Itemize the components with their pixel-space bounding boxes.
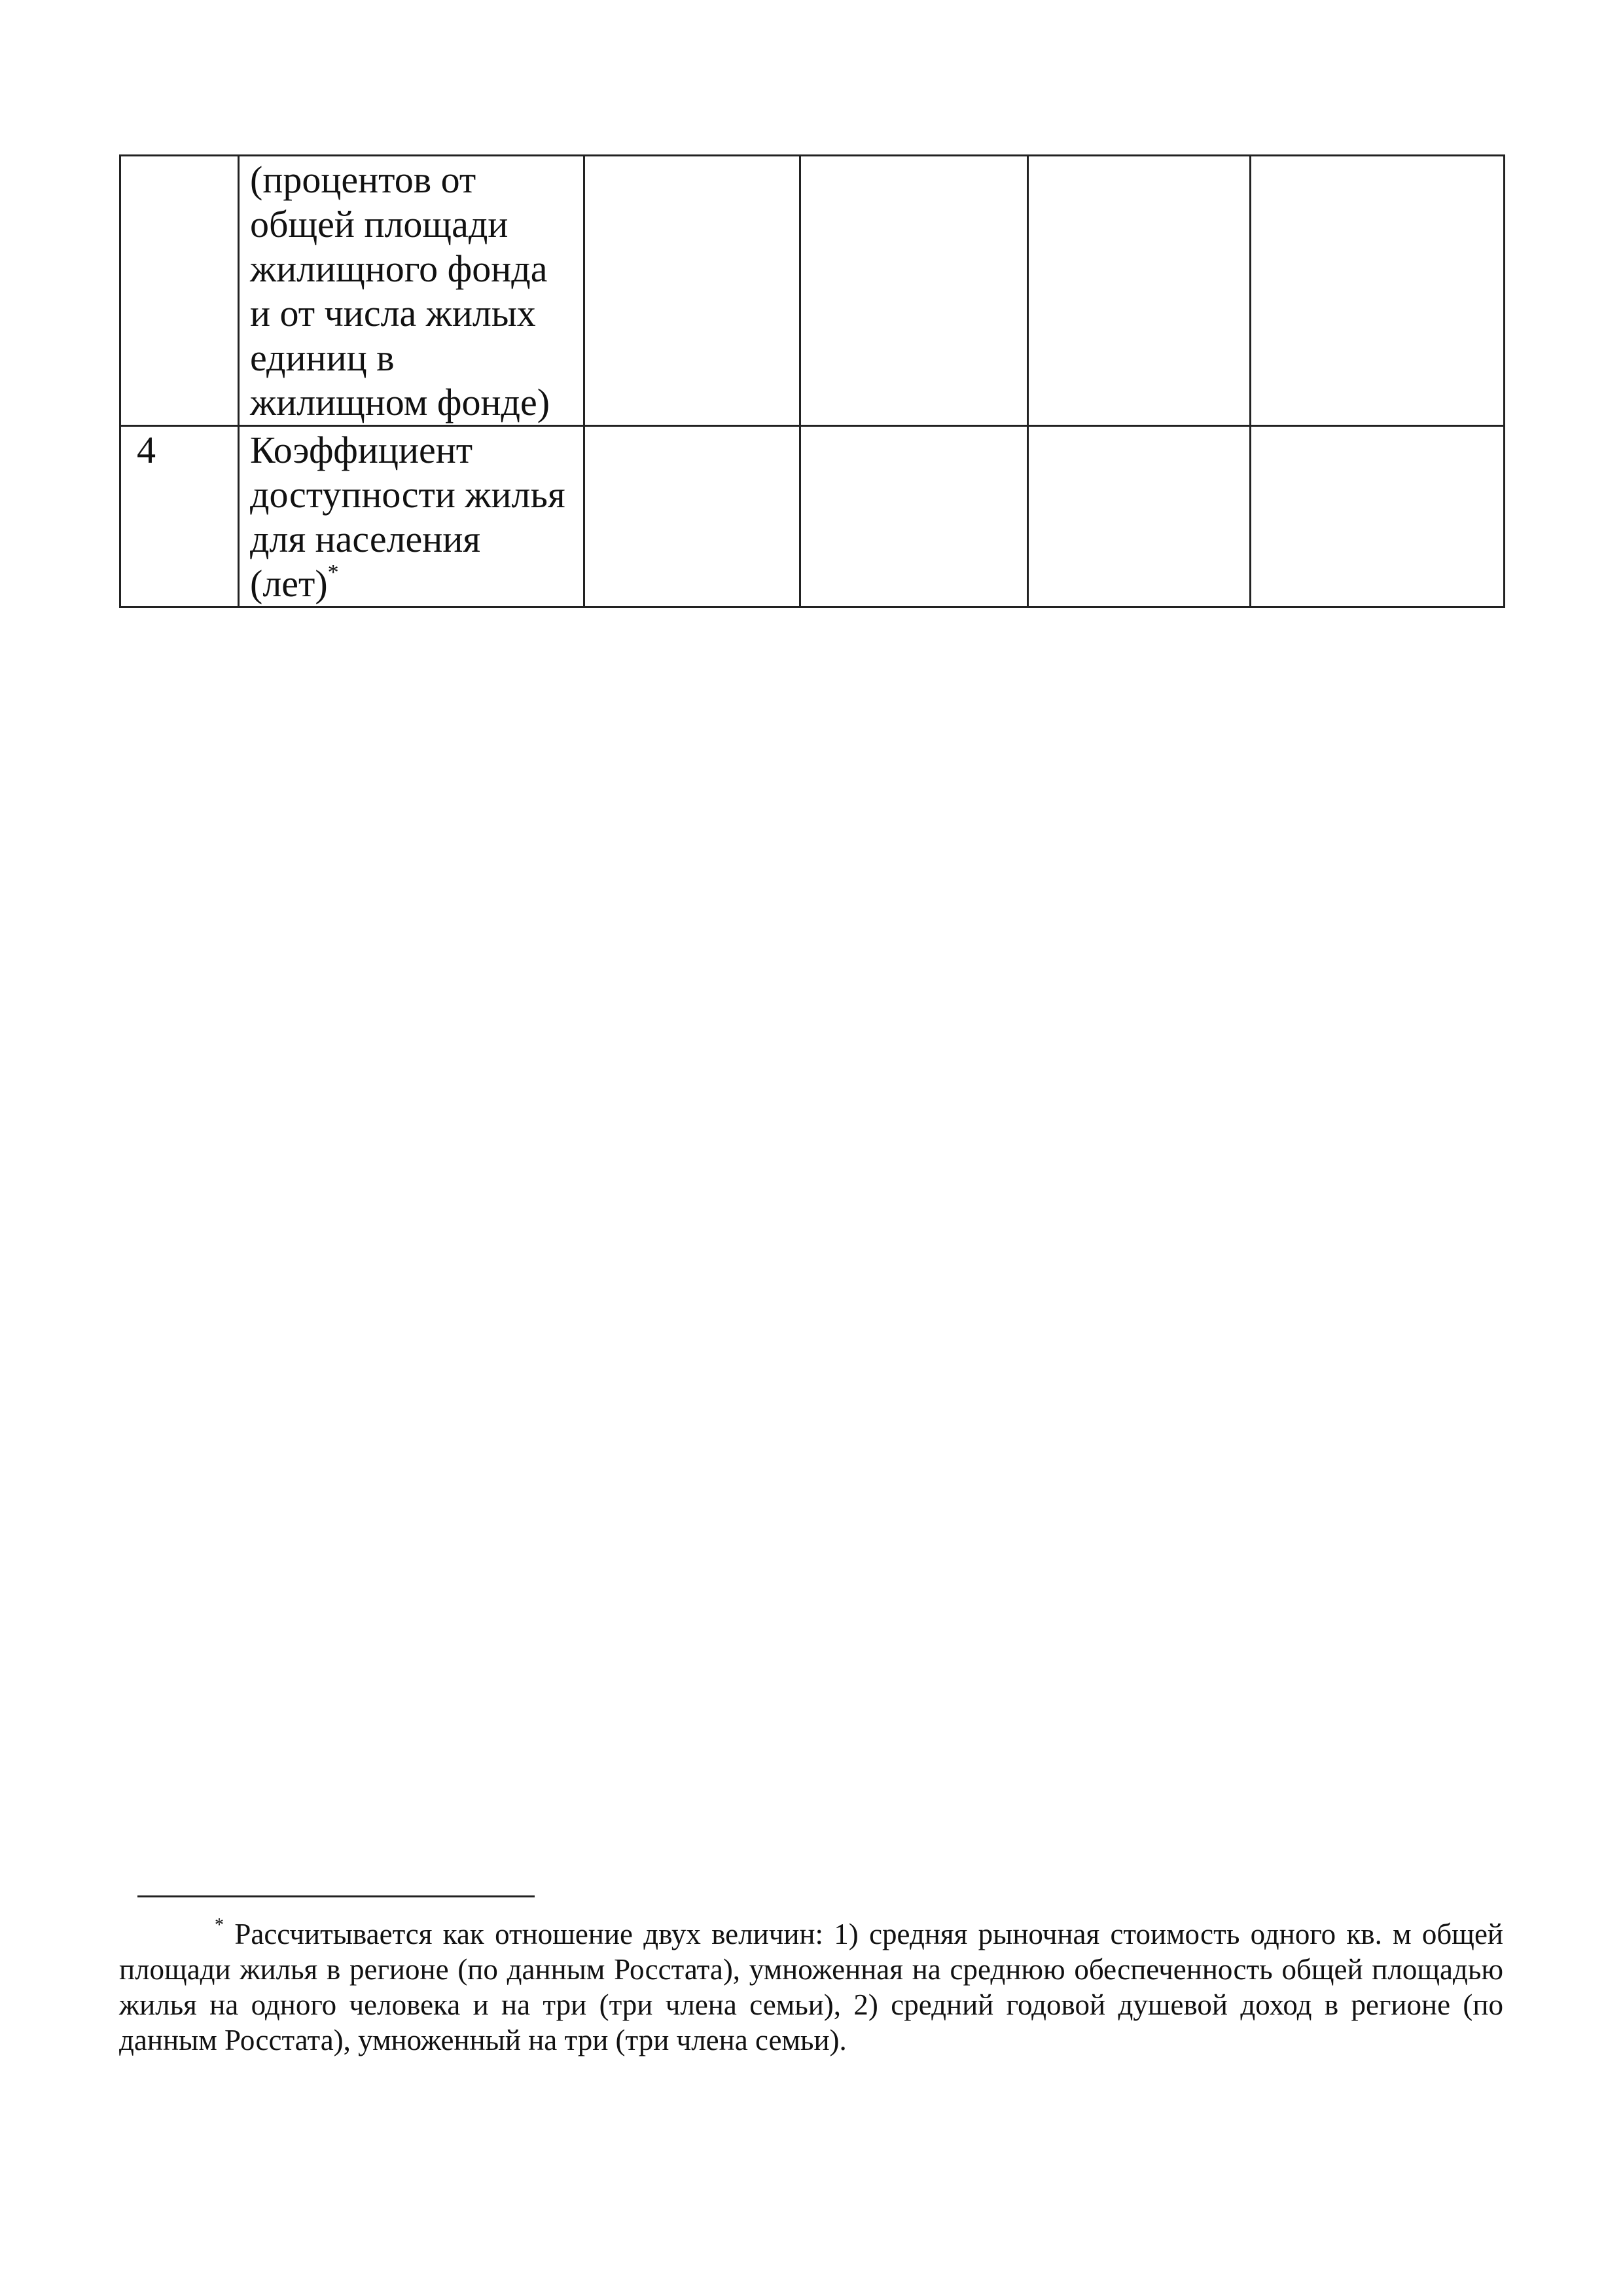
indicator-name-line: доступности жилья [250, 473, 565, 516]
table-row [120, 156, 1505, 426]
indicator-name-line: жилищном фонде) [250, 381, 550, 423]
indicator-name-line: для населения [250, 518, 481, 560]
value-cell [800, 156, 1028, 426]
footnote-paragraph [119, 1916, 1503, 2058]
indicator-name-line: общей площади [250, 203, 508, 245]
indicator-name-line: (процентов от [250, 158, 476, 201]
footnote [119, 1916, 1503, 2058]
value-cell [1251, 426, 1505, 607]
indicator-name-line [250, 562, 578, 606]
footnote-separator [137, 1895, 535, 1897]
indicator-name-line: жилищного фонда [250, 247, 548, 290]
row-number: 4 [137, 429, 156, 471]
footnote-mark: * [215, 1915, 224, 1935]
table-row [120, 426, 1505, 607]
row-number-cell [120, 156, 239, 426]
indicator-name-line: и от числа жилых [250, 292, 536, 334]
indicator-name-cell [239, 426, 584, 607]
indicator-name-line: Коэффициент [250, 429, 473, 471]
row-number-cell [120, 426, 239, 607]
indicator-name-line: единиц в [250, 336, 395, 379]
footnote-text: Рассчитывается как отношение двух величин: 1) средняя рыночная стоимость одного кв. м общей площади жилья в регионе (по данным Росстата), умноженная на среднюю обеспеченность общей площадью жилья на одного человека и на три (три члена семьи), 2) средний годовой душевой доход в регионе (по данным Росстата), умноженный на три (три члена семьи). [119, 1918, 1504, 2056]
value-cell [1251, 156, 1505, 426]
value-cell [1028, 426, 1251, 607]
indicators-table [119, 154, 1505, 608]
indicator-name-cell [239, 156, 584, 426]
indicator-name-text: (лет) [250, 562, 328, 605]
value-cell [584, 156, 800, 426]
value-cell [584, 426, 800, 607]
footnote-reference: * [327, 560, 339, 584]
value-cell [1028, 156, 1251, 426]
value-cell [800, 426, 1028, 607]
